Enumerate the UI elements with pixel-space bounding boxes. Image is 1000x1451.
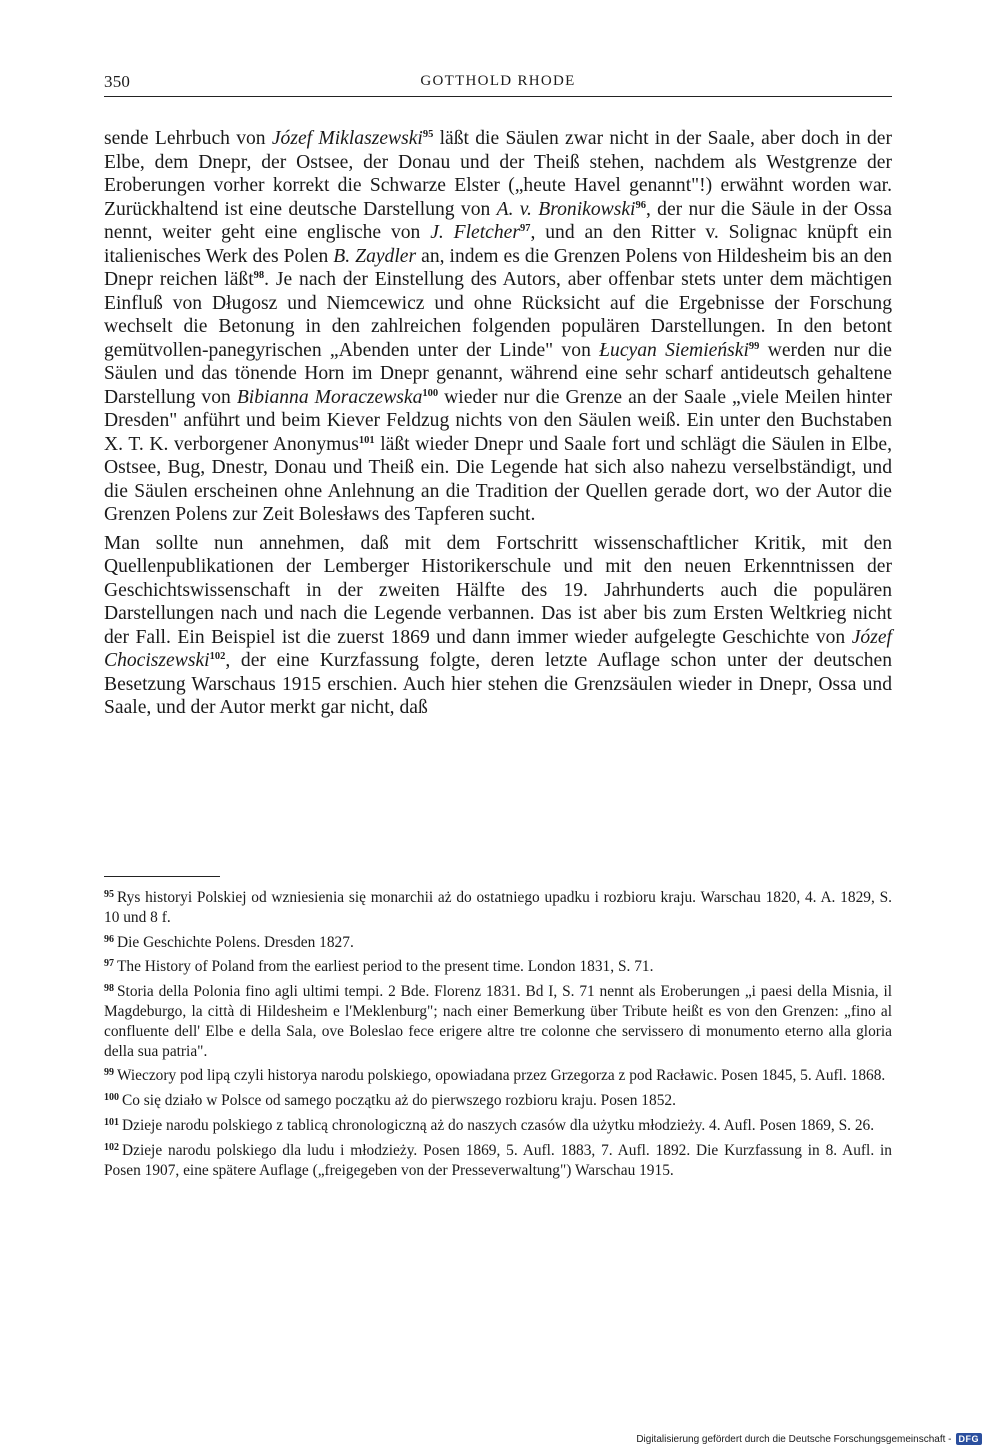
paragraph-1 — [104, 127, 892, 527]
paragraph-2 — [104, 532, 892, 720]
footnote-text: Wieczory pod lipą czyli historya narodu polskiego, opowiadana przez Grzegorza z pod Racławic. Posen 1845, 5. Aufl. 1868. — [117, 1067, 886, 1085]
digitization-credit — [636, 1430, 982, 1448]
text-run: Man sollte nun annehmen, daß mit dem Fortschritt wissenschaftlicher Kritik, mit den Quellenpublikationen der Lemberger Historikerschule und mit den neuen Erkenntnissen der Geschichtswissenschaft in der zweiten Hälfte des 19. Jahrhunderts auch die populären Darstellungen nach und nach die Legende verbannen. Das ist aber bis zum Ersten Weltkrieg nicht der Fall. Ein Beispiel ist die zuerst 1869 und dann immer wieder aufgelegte Geschichte von — [104, 532, 892, 648]
footnote-ref: 102 — [209, 651, 226, 662]
footnote-text: Storia della Polonia fino agli ultimi tempi. 2 Bde. Florenz 1831. Bd I, S. 71 nennt als Eroberungen „i paesi della Misnia, il Magdeburgo, la città di Hildesheim e l'Meklenburg"; nach einer Bemerkung über Tribute heißt es von den Grenzen: „fino al confluente dell' Elbe e della Sala, ove Boleslao fece erigere altre tre colonne che servissero di monumento eterno alla gloria della sua patria". — [104, 983, 892, 1060]
author-name: A. v. Bronikowski — [496, 198, 636, 220]
main-text — [104, 127, 892, 720]
text-run: sende Lehrbuch von — [104, 128, 272, 149]
footnote-ref: 99 — [748, 340, 760, 352]
footnote-ref: 97 — [520, 223, 531, 234]
footnote — [104, 1116, 892, 1136]
footnote — [104, 1066, 892, 1086]
dfg-logo-icon: DFG — [956, 1433, 983, 1445]
text-run: läßt die Säulen zwar nicht in der Saale, aber doch in der Elbe, dem Dnepr, der Ostsee, der Donau und der Theiß stehen, nachdem als Westgrenze der Eroberungen vorher korrekt die Schwarze Elster („heute Havel genannt"!) erwähnt worden war. Zurückhaltend ist eine deutsche Darstellung von — [104, 128, 892, 220]
credit-text: Digitalisierung gefördert durch die Deutsche Forschungsgemeinschaft - — [636, 1433, 952, 1445]
footnote-number: 101 — [104, 1116, 119, 1128]
text-run: an, indem es die Grenzen Polens von Hildesheim bis an den Dnepr reichen läßt — [104, 245, 892, 290]
footnote-number: 97 — [104, 958, 114, 970]
footnote-number: 95 — [104, 889, 114, 900]
footnote-ref: 101 — [358, 434, 375, 446]
footnote-separator — [104, 876, 220, 877]
text-run: , und an den Ritter v. Solignac knüpft ein italienisches Werk des Polen — [104, 222, 892, 267]
text-run: wieder nur die Grenze an der Saale „viele Meilen hinter Dresden" anführt und beim Kiever Feldzug nichts von den Säulen weiß. Ein unter den Buchstaben X. T. K. verborgener Anonymus — [104, 386, 892, 455]
footnotes — [104, 888, 892, 1185]
running-head — [104, 72, 892, 97]
text-run: , der eine Kurzfassung folgte, deren letzte Auflage schon unter der deutschen Besetzung Warschaus 1915 erschien. Auch hier stehen die Grenzsäulen wieder in Dnepr, Ossa und Saale, und der Autor merkt gar nicht, daß — [104, 650, 892, 718]
footnote-number: 102 — [104, 1141, 119, 1153]
page-number: 350 — [104, 72, 131, 91]
footnote-ref: 98 — [253, 270, 265, 281]
footnote — [104, 888, 892, 928]
running-title: GOTTHOLD RHODE — [420, 73, 576, 89]
text-run: werden nur die Säulen und das tönende Horn im Dnepr genannt, während eine sehr scharf antideutsch gehaltene Darstellung von — [104, 339, 892, 408]
footnote-number: 96 — [104, 933, 114, 945]
footnote-text: Rys historyi Polskiej od wzniesienia się monarchii aż do ostatniego upadku i rozbioru kraju. Warschau 1820, 4. A. 1829, S. 10 und 8 f. — [104, 889, 892, 926]
text-run: . Je nach der Einstellung des Autors, aber offenbar stets unter dem mächtigen Einfluß von Długosz und Niemcewicz und ohne Rücksicht auf die Ergebnisse der Forschung wechselt die Betonung in den zahlreichen folgenden populären Darstellungen. In den betont gemütvollen-panegyrischen „Abenden unter der Linde" von — [104, 269, 892, 361]
footnote-text: The History of Poland from the earliest period to the present time. London 1831, S. 71. — [117, 958, 654, 976]
footnote-ref: 96 — [635, 199, 646, 211]
footnote-text: Dzieje narodu polskiego dla ludu i młodzieży. Posen 1869, 5. Aufl. 1883, 7. Aufl. 1892. Die Kurzfassung in 8. Aufl. in Posen 1907, eine spätere Auflage („freigegeben von der Presseverwaltung") Warschau 1915. — [104, 1141, 892, 1179]
footnote — [104, 933, 892, 953]
footnote — [104, 982, 892, 1061]
author-name: Józef Chociszewski — [104, 626, 892, 671]
author-name: J. Fletcher — [430, 222, 520, 243]
footnote-text: Dzieje narodu polskiego z tablicą chronologiczną aż do naszych czasów dla użytku młodzieży. 4. Aufl. Posen 1869, S. 26. — [122, 1116, 875, 1134]
footnote-ref: 95 — [422, 129, 434, 140]
footnote-number: 98 — [104, 983, 114, 995]
footnote-text: Die Geschichte Polens. Dresden 1827. — [117, 933, 354, 951]
author-name: Bibianna Moraczewska — [236, 386, 423, 408]
author-name: Józef Miklaszewski — [271, 128, 423, 149]
footnote — [104, 1141, 892, 1181]
footnote-number: 100 — [104, 1092, 119, 1104]
footnote — [104, 1091, 892, 1111]
text-run: läßt wieder Dnepr und Saale fort und schlägt die Säulen in Elbe, Ostsee, Bug, Dnestr, Donau und Theiß ein. Die Legende hat sich also nahezu verselbständigt, und die Säulen erscheinen ohne Anlehnung an die Tradition der Quellen gerade dort, wo der Autor die Grenzen Polens zur Zeit Bolesławs des Tapferen sucht. — [104, 433, 893, 525]
footnote-ref: 100 — [422, 387, 439, 399]
footnote-text: Co się działo w Polsce od samego początku aż do pierwszego rozbioru kraju. Posen 1852. — [122, 1092, 676, 1110]
author-name: B. Zaydler — [333, 245, 417, 267]
text-run: , der nur die Säule in der Ossa nennt, weiter geht eine englische von — [104, 198, 892, 243]
footnote-number: 99 — [104, 1067, 114, 1079]
footnote — [104, 957, 892, 977]
author-name: Łucyan Siemieński — [599, 339, 749, 361]
